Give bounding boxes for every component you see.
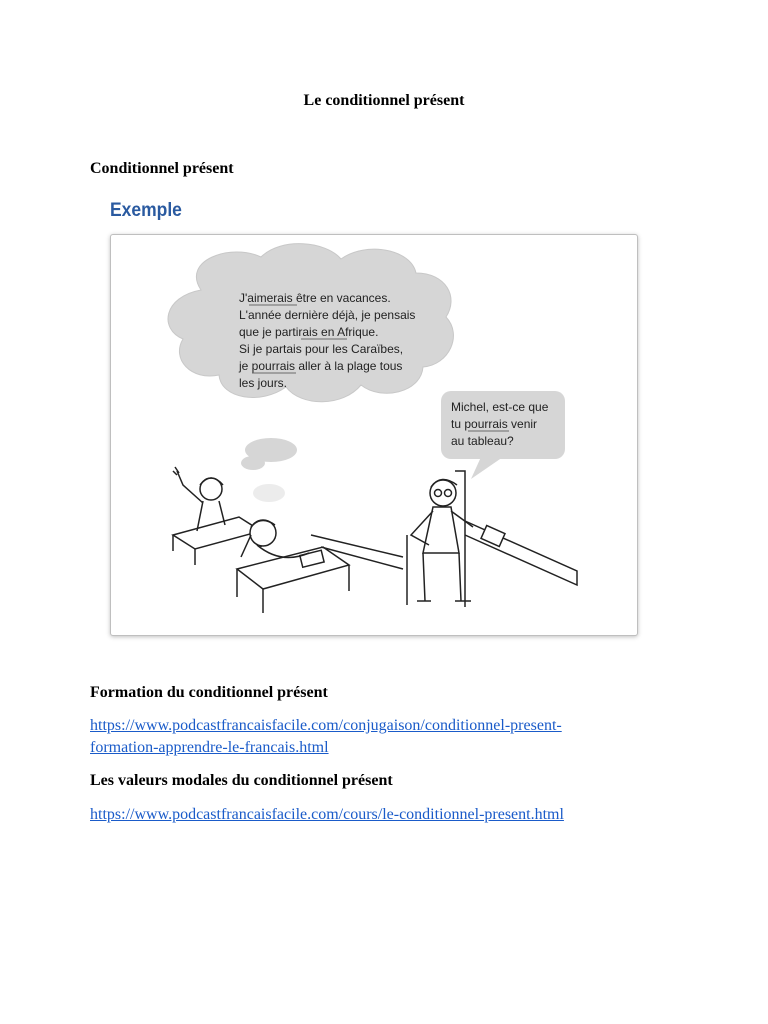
svg-text:tu pourrais venir — [451, 417, 537, 431]
section-heading-formation: Formation du conditionnel présent — [90, 684, 328, 701]
svg-text:Michel, est-ce que — [451, 400, 549, 414]
speech-line-3: au tableau? — [451, 434, 514, 448]
svg-text:J'aimerais être en vacances. — [239, 291, 391, 305]
link-formation-line-1[interactable]: https://www.podcastfrancaisfacile.com/conjugaison/conditionnel-present- — [90, 717, 562, 734]
svg-text:je pourrais aller à la plage t — [238, 359, 402, 373]
speech-line-1: Michel, est-ce que — [451, 400, 549, 414]
thought-line-5: je pourrais aller à la plage tous — [239, 359, 403, 373]
thought-line-1: J'aimerais être en vacances. — [239, 291, 391, 305]
svg-text:les jours. — [239, 376, 287, 390]
svg-text:au tableau? — [451, 434, 514, 448]
link-formation-line-2[interactable]: formation-apprendre-le-francais.html — [90, 739, 329, 756]
example-illustration — [110, 234, 638, 636]
page-title: Le conditionnel présent — [303, 92, 465, 109]
section-heading-valeurs: Les valeurs modales du conditionnel présent — [90, 772, 393, 789]
svg-text:L'année dernière déjà, je pens — [239, 308, 415, 322]
link-valeurs-modales[interactable]: https://www.podcastfrancaisfacile.com/cours/le-conditionnel-present.html — [90, 806, 564, 823]
svg-text:que je partirais en Afrique. — [239, 325, 378, 339]
thought-line-2: L'année dernière déjà, je pensais — [239, 308, 416, 322]
classroom-drawing — [173, 467, 577, 613]
thought-line-3: que je partirais en Afrique. — [239, 325, 379, 339]
example-label: Exemple — [110, 200, 182, 221]
svg-text:Si je partais pour les Caraïbe — [239, 342, 403, 356]
thought-line-6: les jours. — [239, 376, 288, 390]
speech-line-2: tu pourrais venir — [451, 417, 538, 431]
classroom-cartoon — [111, 235, 637, 635]
section-heading-conditionnel: Conditionnel présent — [90, 160, 234, 177]
thought-line-4: Si je partais pour les Caraïbes, — [239, 342, 404, 356]
thought-bubble — [168, 244, 453, 502]
speech-bubble — [441, 391, 565, 479]
link-formation-conditionnel[interactable] — [90, 715, 562, 759]
